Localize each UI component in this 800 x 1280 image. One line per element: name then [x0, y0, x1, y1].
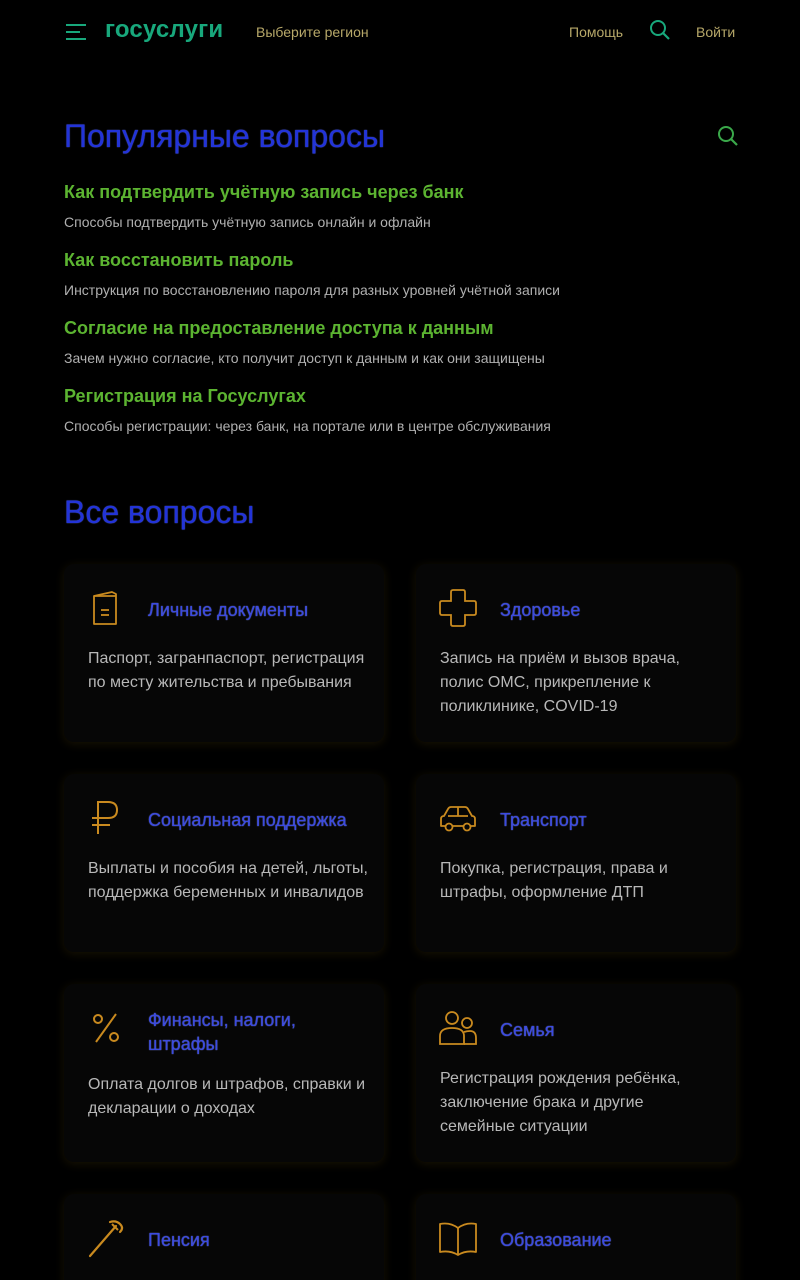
card-title: Здоровье — [500, 600, 581, 620]
percent-icon — [86, 1008, 126, 1048]
ruble-icon — [86, 798, 126, 838]
card-description: Регистрация рождения ребёнка, заключение брака и другие семейные ситуации — [440, 1070, 681, 1135]
category-card-pension[interactable] — [64, 1194, 384, 1280]
top-header — [0, 0, 800, 64]
region-selector[interactable]: Выберите регион — [256, 24, 369, 40]
category-card-education[interactable] — [416, 1194, 736, 1280]
question-description: Инструкция по восстановлению пароля для разных уровней учётной записи — [64, 282, 560, 298]
card-title: Пенсия — [148, 1230, 210, 1250]
question-description: Способы регистрации: через банк, на портале или в центре обслуживания — [64, 418, 551, 434]
category-card-health[interactable] — [416, 564, 736, 742]
all-questions-title: Все вопросы — [64, 494, 255, 530]
menu-icon[interactable] — [64, 22, 88, 42]
health-cross-icon — [438, 588, 478, 628]
question-description: Способы подтвердить учётную запись онлайн и офлайн — [64, 214, 431, 230]
card-title: Семья — [500, 1020, 555, 1040]
search-icon[interactable] — [649, 19, 671, 41]
card-title: Финансы, налоги, штрафы — [148, 1010, 296, 1054]
document-icon — [86, 588, 126, 628]
login-link[interactable]: Войти — [696, 24, 736, 40]
card-description: Оплата долгов и штрафов, справки и декларации о доходах — [88, 1076, 366, 1117]
card-title: Образование — [500, 1230, 612, 1250]
family-icon — [438, 1008, 478, 1048]
category-card-family[interactable] — [416, 984, 736, 1162]
question-link[interactable]: Регистрация на Госуслугах — [64, 386, 306, 406]
card-description: Выплаты и пособия на детей, льготы, поддержка беременных и инвалидов — [88, 860, 368, 901]
category-card-finance[interactable] — [64, 984, 384, 1162]
question-link[interactable]: Как подтвердить учётную запись через банк — [64, 182, 464, 202]
book-icon — [438, 1218, 478, 1258]
help-link[interactable]: Помощь — [569, 24, 624, 40]
category-card-transport[interactable] — [416, 774, 736, 952]
card-description: Запись на приём и вызов врача, полис ОМС, прикрепление к поликлинике, COVID-19 — [440, 650, 680, 715]
category-card-social[interactable] — [64, 774, 384, 952]
card-description: Паспорт, загранпаспорт, регистрация по месту жительства и пребывания — [88, 650, 365, 691]
question-link[interactable]: Как восстановить пароль — [64, 250, 294, 270]
question-link[interactable]: Согласие на предоставление доступа к данным — [64, 318, 494, 338]
card-description: Покупка, регистрация, права и штрафы, оформление ДТП — [440, 860, 668, 901]
question-description: Зачем нужно согласие, кто получит доступ к данным и как они защищены — [64, 350, 545, 366]
logo[interactable]: госуслуги — [105, 16, 224, 43]
car-icon — [438, 798, 478, 838]
cane-icon — [86, 1218, 126, 1258]
search-icon[interactable] — [717, 125, 739, 147]
category-card-documents[interactable] — [64, 564, 384, 742]
card-title: Личные документы — [148, 600, 309, 620]
card-title: Социальная поддержка — [148, 810, 347, 830]
popular-questions-title: Популярные вопросы — [64, 118, 385, 154]
card-title: Транспорт — [500, 810, 587, 830]
